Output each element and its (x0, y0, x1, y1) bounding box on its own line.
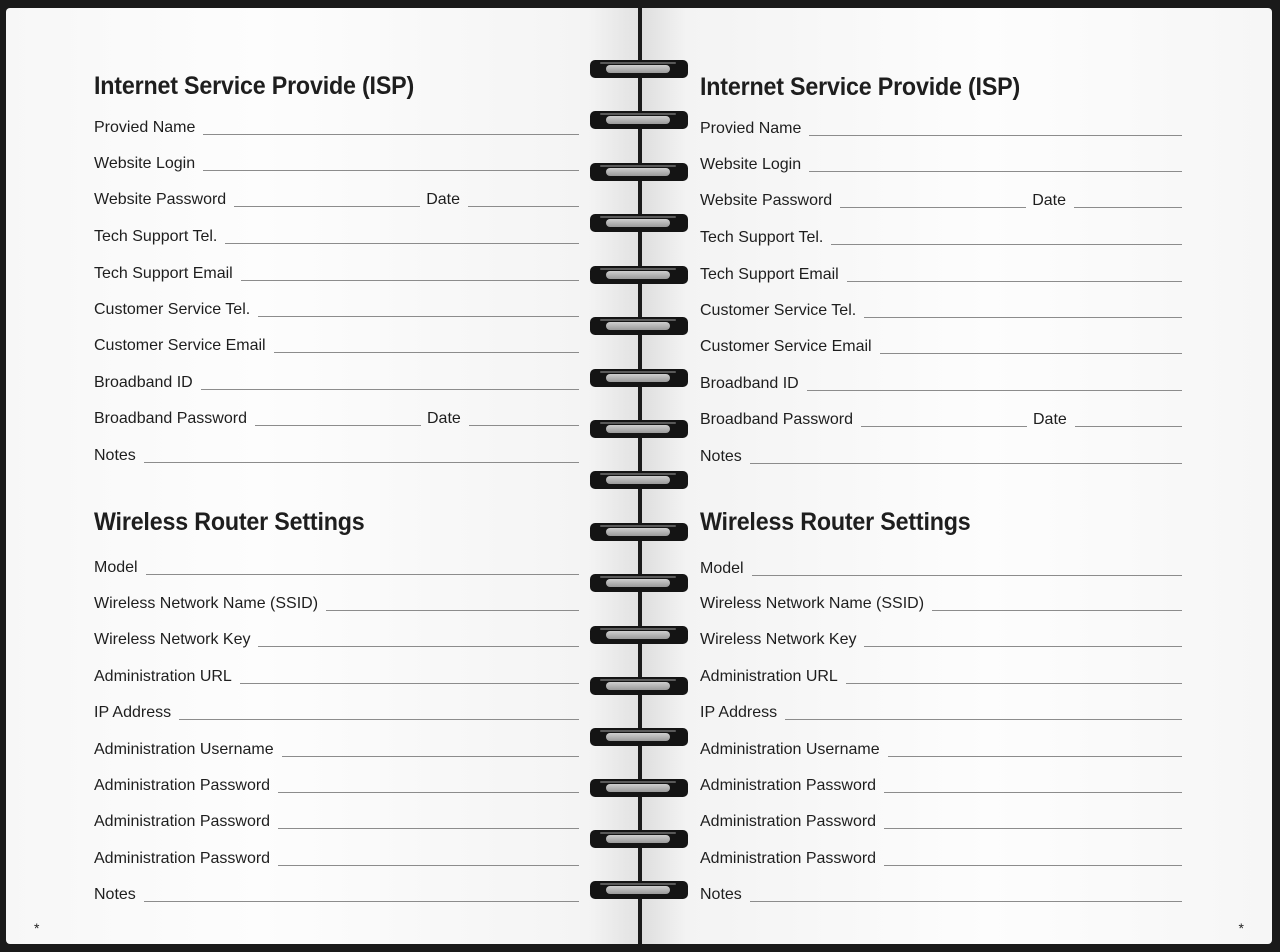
write-line (258, 646, 579, 647)
field-label: Broadband Password (700, 411, 853, 428)
write-line (840, 207, 1026, 208)
write-line (274, 352, 579, 353)
write-line (846, 683, 1182, 684)
field-label: Broadband Password (94, 410, 247, 427)
write-line (864, 646, 1182, 647)
write-line (809, 171, 1182, 172)
field-label: Model (700, 560, 744, 577)
field-label: Administration Password (700, 777, 877, 794)
field-label: Notes (94, 886, 136, 903)
write-line (884, 865, 1182, 866)
field-label: Broadband ID (94, 374, 193, 391)
field-label: Administration Username (94, 741, 274, 758)
field-label: Administration Password (94, 777, 271, 794)
field-label: Notes (700, 886, 742, 903)
binding-ring (590, 724, 688, 750)
field-label: Tech Support Email (94, 265, 233, 282)
binding-ring (590, 826, 688, 852)
admin-username-field (700, 740, 1182, 760)
field-label: Wireless Network Key (700, 631, 857, 648)
write-line (861, 426, 1027, 427)
field-label: Customer Service Email (700, 338, 872, 355)
write-line (240, 683, 579, 684)
write-line (752, 575, 1182, 576)
write-line (468, 206, 579, 207)
write-line (241, 280, 579, 281)
provider-name-field (94, 118, 579, 138)
binding-ring (590, 159, 688, 185)
field-label: Wireless Network Name (SSID) (94, 595, 319, 612)
write-line (278, 865, 579, 866)
isp-section-title: Internet Service Provide (ISP) (700, 73, 1021, 101)
broadband-id-field (700, 374, 1182, 394)
write-line (809, 135, 1182, 136)
router-section-title: Wireless Router Settings (700, 508, 971, 536)
field-label: Model (94, 559, 138, 576)
write-line (278, 828, 579, 829)
admin-password-field (700, 849, 1182, 869)
field-label: Website Login (94, 155, 196, 172)
customer-service-tel-field (700, 301, 1182, 321)
write-line (880, 353, 1182, 354)
tech-support-tel-field (700, 228, 1182, 248)
admin-url-field (700, 667, 1182, 687)
page-corner-mark: * (1238, 920, 1244, 936)
date-label: Date (426, 410, 461, 427)
website-password-field (94, 190, 579, 210)
field-label: Administration Password (700, 813, 877, 830)
date-label: Date (426, 191, 460, 208)
broadband-id-field (94, 373, 579, 393)
binding-ring (590, 877, 688, 903)
write-line (884, 828, 1182, 829)
customer-service-tel-field (94, 300, 579, 320)
field-label: Administration URL (700, 668, 838, 685)
website-login-field (700, 155, 1182, 175)
write-line (255, 425, 421, 426)
field-label: Broadband ID (700, 375, 799, 392)
broadband-password-field (700, 410, 1182, 430)
left-page (6, 8, 638, 944)
binding-ring (590, 56, 688, 82)
binding-ring (590, 467, 688, 493)
network-key-field (700, 630, 1182, 650)
write-line (864, 317, 1182, 318)
write-line (282, 756, 579, 757)
admin-password-field (700, 776, 1182, 796)
field-label: Website Password (700, 192, 833, 209)
ssid-field (94, 594, 579, 614)
write-line (144, 462, 579, 463)
admin-password-field (94, 812, 579, 832)
write-line (1074, 207, 1182, 208)
network-key-field (94, 630, 579, 650)
page-corner-mark: * (34, 920, 40, 936)
website-login-field (94, 154, 579, 174)
tech-support-tel-field (94, 227, 579, 247)
model-field (94, 558, 579, 578)
write-line (750, 901, 1182, 902)
admin-url-field (94, 667, 579, 687)
provider-name-field (700, 119, 1182, 139)
field-label: IP Address (700, 704, 778, 721)
binding-ring (590, 519, 688, 545)
write-line (179, 719, 579, 720)
write-line (326, 610, 579, 611)
write-line (884, 792, 1182, 793)
write-line (146, 574, 579, 575)
write-line (888, 756, 1182, 757)
tech-support-email-field (700, 265, 1182, 285)
ssid-field (700, 594, 1182, 614)
router-section-title: Wireless Router Settings (94, 508, 365, 536)
customer-service-email-field (700, 337, 1182, 357)
write-line (469, 425, 579, 426)
field-label: Wireless Network Name (SSID) (700, 595, 925, 612)
field-label: Customer Service Tel. (94, 301, 251, 318)
field-label: Tech Support Email (700, 266, 839, 283)
write-line (1075, 426, 1182, 427)
date-label: Date (1032, 192, 1066, 209)
field-label: Provied Name (700, 120, 802, 137)
field-label: Tech Support Tel. (700, 229, 824, 246)
model-field (700, 559, 1182, 579)
field-label: Administration Username (700, 741, 880, 758)
write-line (225, 243, 579, 244)
field-label: Notes (700, 448, 742, 465)
write-line (750, 463, 1182, 464)
broadband-password-field (94, 409, 579, 429)
router-notes-field (94, 885, 579, 905)
router-notes-field (700, 885, 1182, 905)
write-line (932, 610, 1182, 611)
isp-notes-field (700, 447, 1182, 467)
binding-ring (590, 622, 688, 648)
binding-ring (590, 262, 688, 288)
customer-service-email-field (94, 336, 579, 356)
right-page (642, 8, 1272, 944)
website-password-field (700, 191, 1182, 211)
date-label: Date (1032, 411, 1067, 428)
write-line (203, 170, 579, 171)
ip-address-field (94, 703, 579, 723)
write-line (785, 719, 1182, 720)
admin-password-field (94, 849, 579, 869)
field-label: Customer Service Tel. (700, 302, 857, 319)
admin-password-field (94, 776, 579, 796)
binding-ring (590, 416, 688, 442)
binding-ring (590, 365, 688, 391)
binding-ring (590, 570, 688, 596)
write-line (831, 244, 1182, 245)
isp-notes-field (94, 446, 579, 466)
write-line (258, 316, 579, 317)
field-label: Website Login (700, 156, 802, 173)
write-line (201, 389, 579, 390)
field-label: Tech Support Tel. (94, 228, 218, 245)
field-label: Website Password (94, 191, 227, 208)
binding-ring (590, 107, 688, 133)
tech-support-email-field (94, 264, 579, 284)
field-label: Administration Password (700, 850, 877, 867)
write-line (203, 134, 579, 135)
write-line (847, 281, 1182, 282)
binding-ring (590, 210, 688, 236)
ip-address-field (700, 703, 1182, 723)
binding-ring (590, 673, 688, 699)
admin-username-field (94, 740, 579, 760)
write-line (144, 901, 579, 902)
binding-ring (590, 313, 688, 339)
field-label: Customer Service Email (94, 337, 266, 354)
field-label: Provied Name (94, 119, 196, 136)
field-label: Administration URL (94, 668, 232, 685)
admin-password-field (700, 812, 1182, 832)
write-line (278, 792, 579, 793)
field-label: IP Address (94, 704, 172, 721)
field-label: Notes (94, 447, 136, 464)
write-line (807, 390, 1182, 391)
write-line (234, 206, 420, 207)
field-label: Wireless Network Key (94, 631, 251, 648)
isp-section-title: Internet Service Provide (ISP) (94, 72, 415, 100)
field-label: Administration Password (94, 813, 271, 830)
binding-ring (590, 775, 688, 801)
field-label: Administration Password (94, 850, 271, 867)
